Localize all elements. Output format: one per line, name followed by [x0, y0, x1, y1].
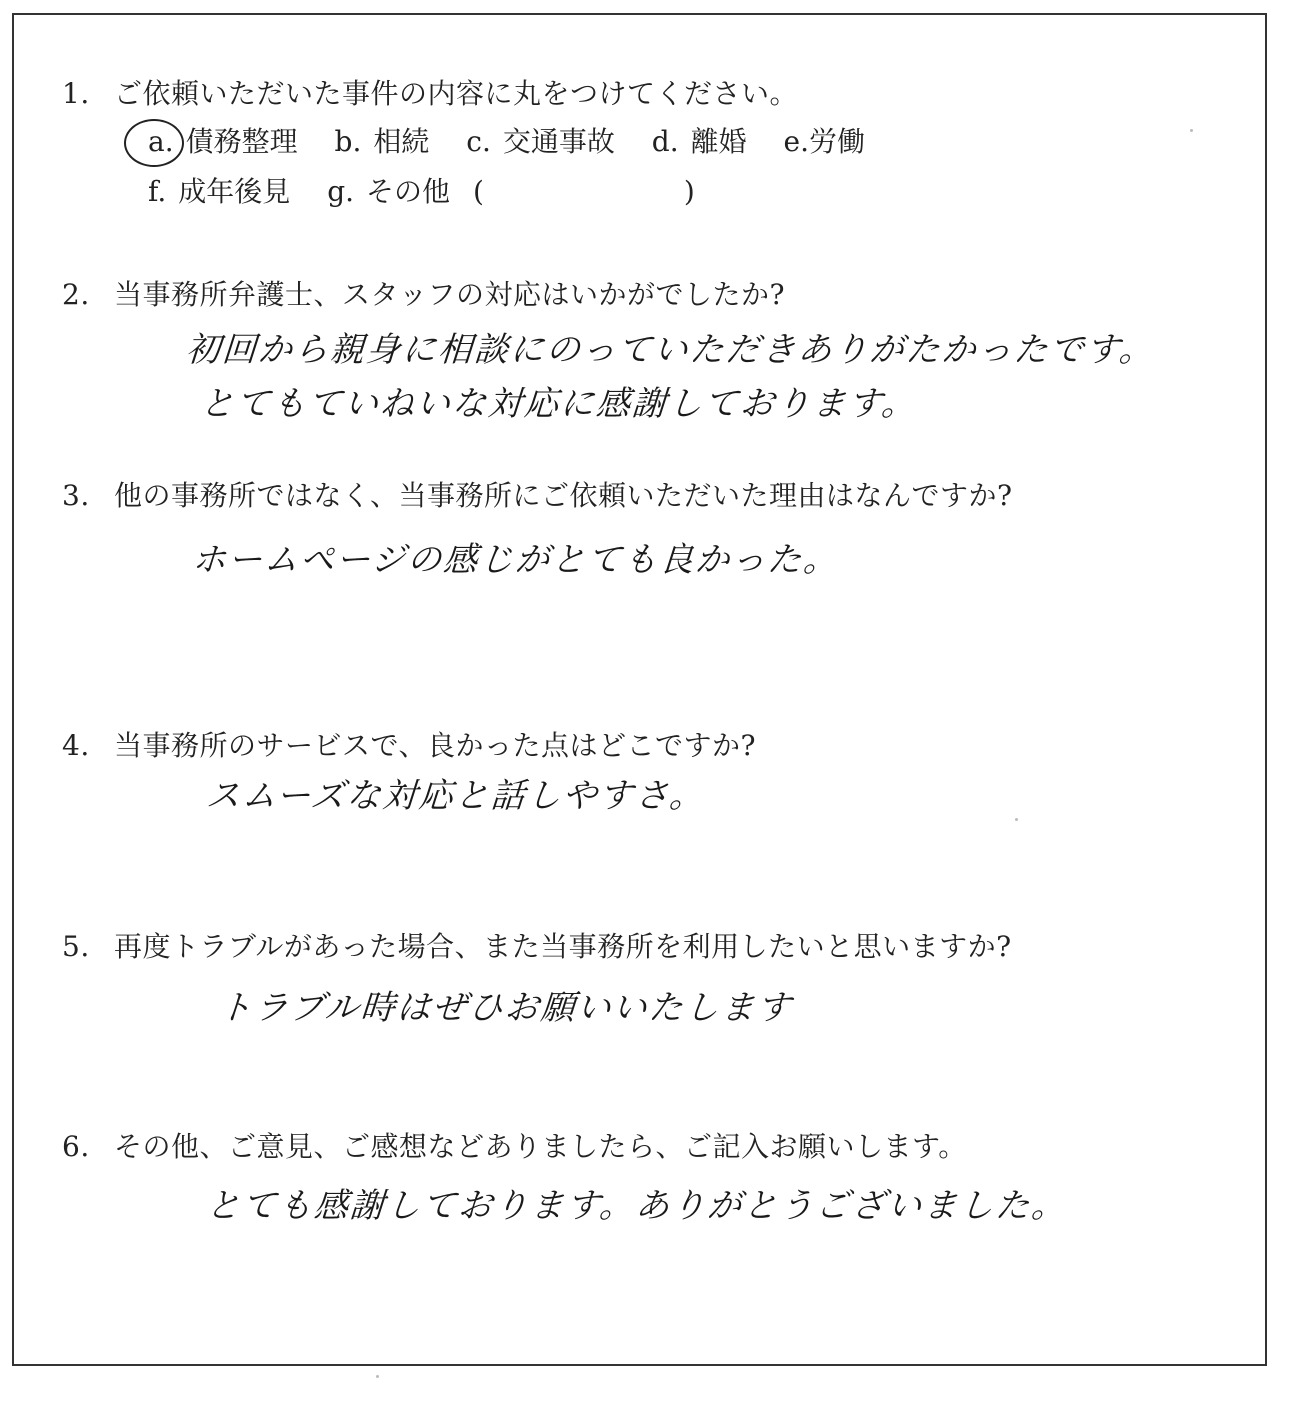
option-b-label: 相続 [373, 125, 430, 158]
options-row-1 [148, 124, 893, 160]
answer-2-line-2: とてもていねいな対応に感謝しております。 [198, 384, 919, 424]
option-e[interactable] [784, 124, 866, 160]
answer-4: スムーズな対応と話しやすさ。 [204, 776, 707, 816]
option-a[interactable] [148, 124, 298, 160]
option-f[interactable] [148, 174, 290, 210]
question-1-number: 1. [62, 77, 90, 110]
question-6-text: その他、ご意見、ご感想などありましたら、ご記入お願いします。 [114, 1130, 967, 1163]
scan-speck [1015, 818, 1018, 821]
question-4 [62, 728, 756, 764]
question-1-text: ご依頼いただいた事件の内容に丸をつけてください。 [114, 77, 799, 110]
question-2 [62, 277, 785, 313]
question-1 [62, 76, 798, 112]
option-b-letter: b. [334, 125, 362, 158]
other-paren-close: ) [683, 175, 695, 208]
option-c-letter: c. [466, 125, 491, 158]
option-g[interactable] [327, 174, 695, 210]
option-d-label: 離婚 [690, 125, 747, 158]
option-g-letter: g. [327, 175, 355, 208]
option-e-label: 労働 [809, 125, 866, 158]
answer-6: とても感謝しております。ありがとうございました。 [204, 1186, 1069, 1226]
question-4-number: 4. [62, 729, 90, 762]
question-2-text: 当事務所弁護士、スタッフの対応はいかがでしたか? [114, 278, 786, 311]
question-5-text: 再度トラブルがあった場合、また当事務所を利用したいと思いますか? [114, 930, 1012, 963]
other-paren-open: ( [472, 175, 484, 208]
answer-3: ホームページの感じがとても良かった。 [190, 540, 841, 580]
question-3 [62, 478, 1012, 514]
option-d-letter: d. [651, 125, 679, 158]
option-c-label: 交通事故 [502, 125, 615, 158]
answer-5: トラブル時はぜひお願いいたします [216, 988, 795, 1028]
option-a-letter: a. [148, 125, 174, 158]
question-2-number: 2. [62, 278, 90, 311]
scan-speck [376, 1375, 379, 1378]
option-a-label: 債務整理 [185, 125, 298, 158]
option-f-label: 成年後見 [178, 175, 291, 208]
question-5-number: 5. [62, 930, 90, 963]
question-4-text: 当事務所のサービスで、良かった点はどこですか? [114, 729, 756, 762]
question-5 [62, 929, 1012, 965]
question-3-text: 他の事務所ではなく、当事務所にご依頼いただいた理由はなんですか? [114, 479, 1013, 512]
question-6-number: 6. [62, 1130, 90, 1163]
question-3-number: 3. [62, 479, 90, 512]
option-e-letter: e. [783, 125, 810, 158]
option-b[interactable] [335, 124, 430, 160]
question-6 [62, 1129, 967, 1165]
scan-speck [1190, 129, 1193, 132]
answer-2-line-1: 初回から親身に相談にのっていただきありがたかったです。 [184, 330, 1157, 370]
option-d[interactable] [652, 124, 747, 160]
option-f-letter: f. [148, 175, 167, 208]
option-c[interactable] [466, 124, 615, 160]
options-row-2 [148, 174, 723, 210]
option-g-label: その他 [366, 175, 451, 208]
